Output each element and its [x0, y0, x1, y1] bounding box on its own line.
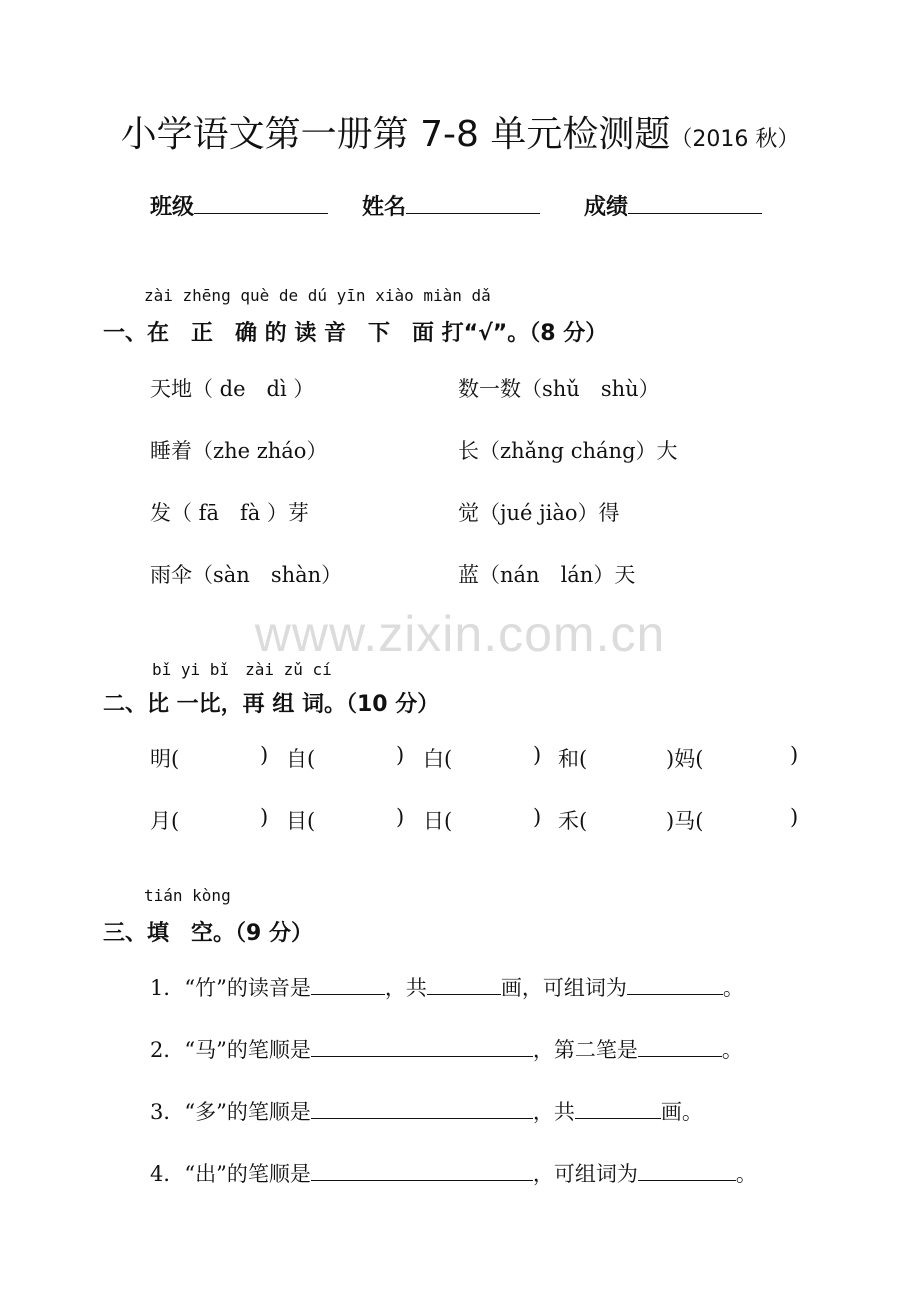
- section3-heading: 三、填 空。（9 分）: [103, 921, 313, 946]
- answer-blank[interactable]: [427, 974, 501, 995]
- fill-question-1: [150, 972, 744, 1002]
- fill-question-4: [150, 1158, 757, 1188]
- section2-pinyin: bǐ yi bǐ zài zǔ cí: [152, 660, 332, 679]
- word-pair-open: )妈(: [666, 747, 704, 771]
- section1-item[interactable]: 觉（jué jiào）得: [458, 501, 620, 525]
- section1-heading: 一、在 正 确 的 读 音 下 面 打“√”。（8 分）: [103, 321, 608, 346]
- word-pair-open: 白(: [423, 747, 453, 771]
- watermark: www.zixin.com.cn: [254, 606, 666, 662]
- name-label: 姓名: [362, 195, 407, 220]
- answer-blank[interactable]: [638, 1160, 736, 1181]
- question-text: 4．“出”的笔顺是: [150, 1162, 311, 1186]
- section1-item[interactable]: 发（ fā fà ）芽: [150, 501, 309, 525]
- question-text: 画，可组词为: [500, 976, 627, 1000]
- question-text: ，共: [532, 1100, 575, 1124]
- word-pair-close: ): [790, 805, 799, 829]
- title-suffix: （2016 秋）: [670, 127, 800, 152]
- section1-item[interactable]: 长（zhǎng cháng）大: [458, 439, 678, 463]
- score-label: 成绩: [584, 195, 629, 220]
- section1-item[interactable]: 雨伞（sàn shàn）: [150, 563, 343, 587]
- word-pair-open: 和(: [558, 747, 588, 771]
- word-pair-open: )马(: [666, 809, 704, 833]
- answer-blank[interactable]: [311, 1098, 533, 1119]
- word-pair-close: ): [396, 805, 405, 829]
- fill-question-3: [150, 1096, 703, 1126]
- name-field: [362, 190, 540, 221]
- answer-blank[interactable]: [627, 974, 723, 995]
- answer-blank[interactable]: [311, 1160, 533, 1181]
- fill-question-2: [150, 1034, 743, 1064]
- word-row-1: [0, 743, 920, 773]
- score-blank[interactable]: [628, 193, 762, 214]
- question-text: ，第二笔是: [532, 1038, 638, 1062]
- word-pair-close: ): [533, 743, 542, 767]
- question-text: 。: [735, 1162, 757, 1186]
- question-text: 。: [722, 976, 744, 1000]
- word-row-2: [0, 805, 920, 835]
- word-pair-close: ): [396, 743, 405, 767]
- question-text: 2．“马”的笔顺是: [150, 1038, 311, 1062]
- word-pair-open: 自(: [286, 747, 316, 771]
- word-pair-close: ): [260, 743, 269, 767]
- page-title: [0, 106, 920, 157]
- score-field: [584, 190, 762, 221]
- section3-pinyin: tián kòng: [144, 886, 231, 905]
- title-main: 小学语文第一册第 7-8 单元检测题: [120, 114, 671, 155]
- class-field: [150, 190, 328, 221]
- section2-heading: 二、比 一比，再 组 词。（10 分）: [103, 692, 440, 717]
- word-pair-open: 禾(: [558, 809, 588, 833]
- question-text: 3．“多”的笔顺是: [150, 1100, 311, 1124]
- answer-blank[interactable]: [311, 974, 385, 995]
- question-text: 。: [721, 1038, 743, 1062]
- question-text: 画。: [660, 1100, 703, 1124]
- class-blank[interactable]: [194, 193, 328, 214]
- word-pair-open: 日(: [423, 809, 453, 833]
- section1-item[interactable]: 天地（ de dì ）: [150, 377, 315, 401]
- word-pair-close: ): [790, 743, 799, 767]
- word-pair-open: 明(: [150, 747, 180, 771]
- answer-blank[interactable]: [575, 1098, 661, 1119]
- question-text: ，共: [384, 976, 427, 1000]
- section1-pinyin: zài zhēng què de dú yīn xiào miàn dǎ: [144, 286, 491, 305]
- word-pair-open: 目(: [286, 809, 316, 833]
- section1-item[interactable]: 睡着（zhe zháo）: [150, 439, 328, 463]
- section1-item[interactable]: 蓝（nán lán）天: [458, 563, 636, 587]
- name-blank[interactable]: [406, 193, 540, 214]
- word-pair-close: ): [533, 805, 542, 829]
- question-text: ，可组词为: [532, 1162, 638, 1186]
- section1-item[interactable]: 数一数（shǔ shù）: [458, 377, 660, 401]
- word-pair-open: 月(: [150, 809, 180, 833]
- question-text: 1．“竹”的读音是: [150, 976, 311, 1000]
- answer-blank[interactable]: [638, 1036, 722, 1057]
- word-pair-close: ): [260, 805, 269, 829]
- class-label: 班级: [150, 195, 195, 220]
- answer-blank[interactable]: [311, 1036, 533, 1057]
